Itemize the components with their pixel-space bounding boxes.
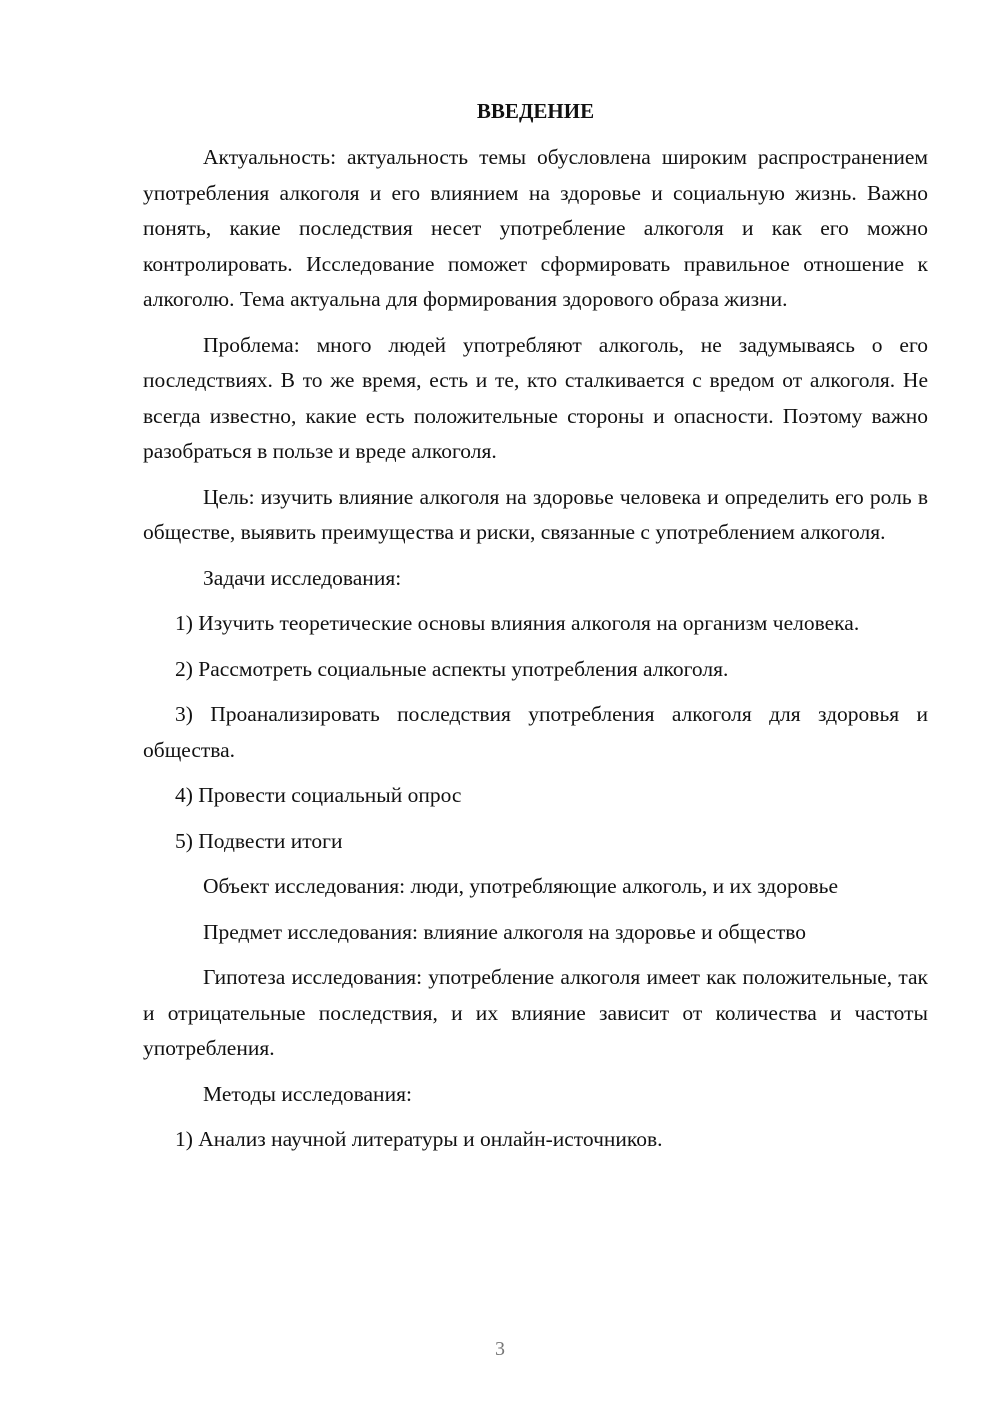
- methods-heading: Методы исследования:: [203, 1081, 412, 1106]
- page-title: ВВЕДЕНИЕ: [476, 99, 595, 123]
- paragraph-problem: Проблема: много людей употребляют алкоголь, не задумываясь о его последствиях. В то же время, есть и те, кто сталкивается с вредом от алкоголя. Не всегда известно, какие есть положительные стороны и опасности. Поэтому важно разобраться в пользе и вреде алкоголя.: [143, 332, 928, 463]
- paragraph-subject: Предмет исследования: влияние алкоголя на здоровье и общество: [203, 919, 807, 944]
- task-item: 3) Проанализировать последствия употребления алкоголя для здоровья и общества.: [143, 702, 928, 762]
- page-number: 3: [495, 1338, 505, 1360]
- tasks-heading: Задачи исследования:: [203, 565, 402, 590]
- paragraph-object: Объект исследования: люди, употребляющие алкоголь, и их здоровье: [203, 874, 838, 898]
- document-body: [143, 140, 928, 1168]
- method-item: 1) Анализ научной литературы и онлайн-источников.: [175, 1127, 663, 1151]
- task-item: 5) Подвести итоги: [175, 828, 343, 853]
- task-item: 4) Провести социальный опрос: [175, 783, 462, 807]
- paragraph-goal: Цель: изучить влияние алкоголя на здоровье человека и определить его роль в обществе, выявить преимущества и риски, связанные с употреблением алкоголя.: [143, 484, 928, 544]
- document-page: [143, 0, 928, 1414]
- paragraph-relevance: Актуальность: актуальность темы обусловлена широким распространением употребления алкоголя и его влиянием на здоровье и социальную жизнь. Важно понять, какие последствия несет употребление алкоголя и как его можно контролировать. Исследование поможет сформировать правильное отношение к алкоголю. Тема актуальна для формирования здорового образа жизни.: [143, 145, 928, 311]
- task-item: 1) Изучить теоретические основы влияния алкоголя на организм человека.: [175, 611, 860, 635]
- task-item: 2) Рассмотреть социальные аспекты употребления алкоголя.: [175, 656, 729, 681]
- paragraph-hypothesis: Гипотеза исследования: употребление алкоголя имеет как положительные, так и отрицательные последствия, и их влияние зависит от количества и частоты употребления.: [143, 965, 928, 1060]
